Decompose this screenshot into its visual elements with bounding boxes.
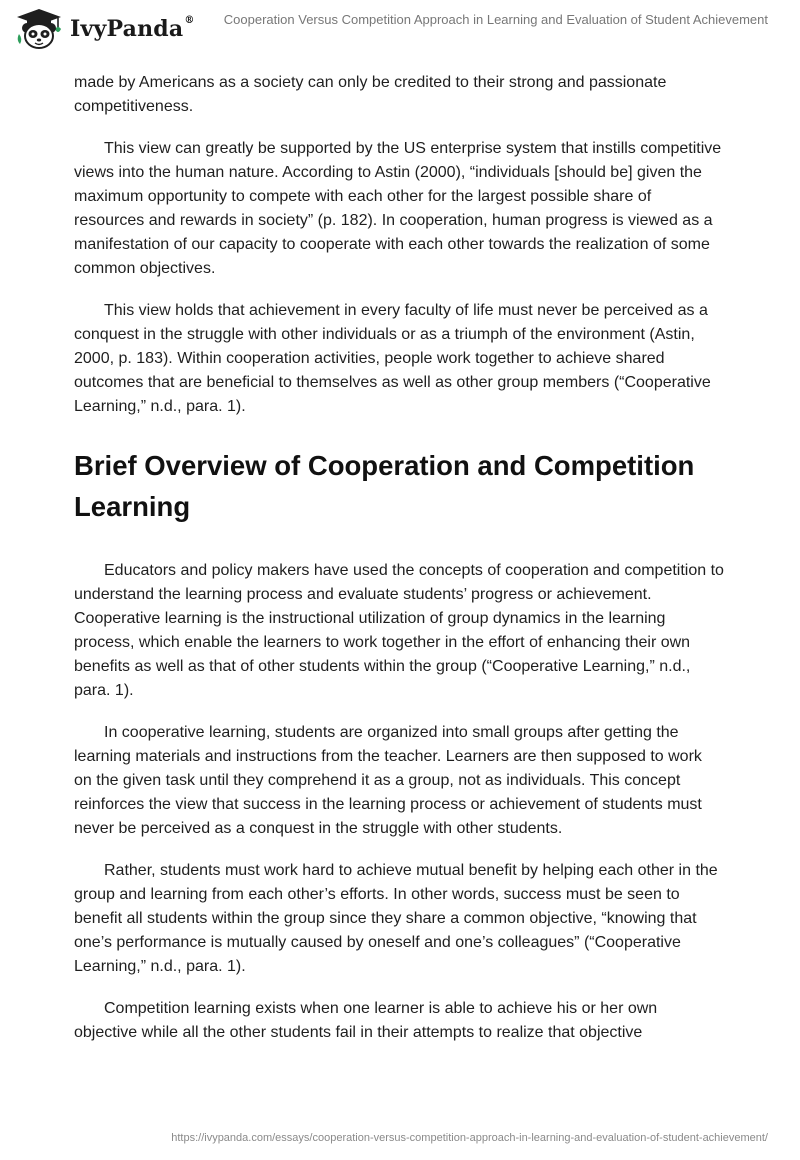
paragraph: Rather, students must work hard to achieve mutual benefit by helping each other in the group and learning from each other’s efforts. In other words, success must be seen to benefit all students within the group since they share a common objective, “knowing that one’s performance is mutually caused by oneself and one’s colleagues” (“Cooperative Learning,” n.d., para. 1). <box>74 862 718 975</box>
paragraph: This view can greatly be supported by the US enterprise system that instills competitive views into the human nature. According to Astin (2000), “individuals [should be] given the maximum opportunity to compete with each other for the largest possible share of resources and rewards in society” (p. 182). In cooperation, human progress is viewed as a manifestation of our capacity to cooperate with each other towards the realization of some common objectives. <box>74 140 722 277</box>
paragraph: Competition learning exists when one learner is able to achieve his or her own objective while all the other students fail in their attempts to realize that objective <box>74 1000 658 1041</box>
paragraph: Educators and policy makers have used the concepts of cooperation and competition to understand the learning process and evaluate students’ progress or achievement. Cooperative learning is the instructional utilization of group dynamics in the learning process, which enable the learners to work together in the effort of enhancing their own benefits as well as that of other students within the group (“Cooperative Learning,” n.d., para. 1). <box>74 562 724 699</box>
paragraph: made by Americans as a society can only be credited to their strong and passionate competitiveness. <box>74 74 667 115</box>
paragraph: In cooperative learning, students are organized into small groups after getting the learning materials and instructions from the teacher. Learners are then supposed to work on the given task until they comprehend it as a group, not as individuals. This concept reinforces the view that success in the learning process or achievement of students must never be perceived as a conquest in the struggle with other students. <box>74 724 702 837</box>
essay-body <box>74 71 724 1063</box>
brand-name: IvyPanda® <box>70 15 195 42</box>
document-title: Cooperation Versus Competition Approach in Learning and Evaluation of Student Achievement <box>223 12 768 27</box>
registered-mark: ® <box>184 15 195 26</box>
panda-graduate-icon <box>14 8 64 50</box>
page-header <box>0 0 800 56</box>
source-url[interactable]: https://ivypanda.com/essays/cooperation-versus-competition-approach-in-learning-and-evaluation-of-student-achievement/ <box>171 1132 768 1144</box>
section-heading: Brief Overview of Cooperation and Competition Learning <box>74 450 695 522</box>
ivypanda-logo[interactable] <box>14 8 195 50</box>
paragraph: This view holds that achievement in every faculty of life must never be perceived as a conquest in the struggle with other individuals or as a triumph of the environment (Astin, 2000, p. 183). Within cooperation activities, people work together to achieve shared outcomes that are beneficial to themselves as well as other group members (“Cooperative Learning,” n.d., para. 1). <box>74 302 711 415</box>
